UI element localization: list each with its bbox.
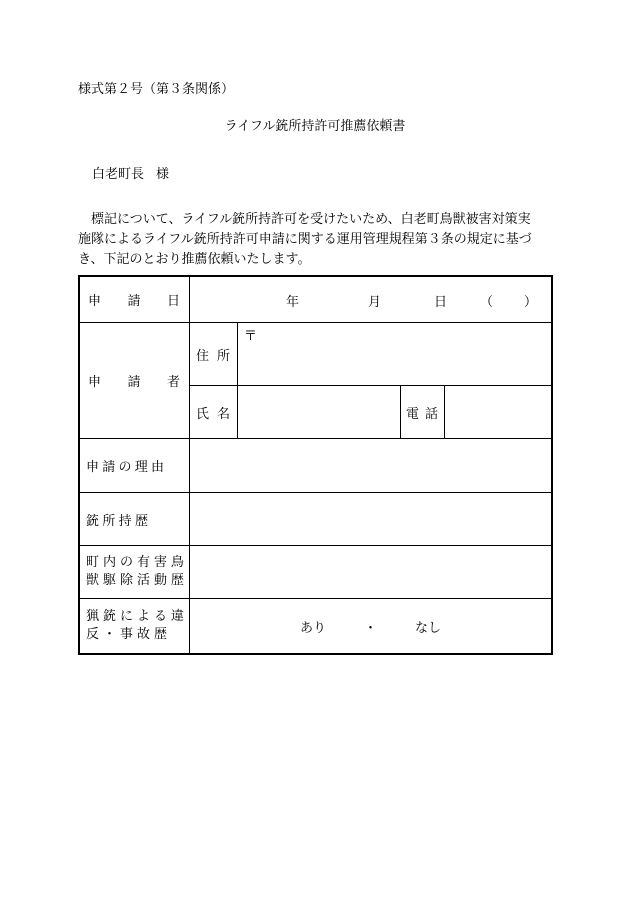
label-char: 歴 bbox=[170, 573, 184, 588]
label-char: 違 bbox=[170, 609, 184, 624]
label-char: 氏 bbox=[196, 406, 210, 422]
date-day: 日 bbox=[434, 295, 448, 310]
label-char: 持 bbox=[118, 513, 132, 529]
name-label bbox=[196, 386, 230, 438]
label-char: 銃 bbox=[102, 609, 116, 624]
body-line-1: 標記について、ライフル銃所持許可を受けたいため、白老町鳥獣被害対策実 bbox=[91, 212, 531, 227]
label-char: 獣 bbox=[86, 573, 100, 588]
label-char: 故 bbox=[136, 627, 150, 642]
label-char: 名 bbox=[216, 406, 230, 422]
request-body-text bbox=[78, 210, 564, 270]
option-no[interactable]: なし bbox=[415, 620, 442, 636]
gun-possession-history-field[interactable] bbox=[190, 493, 551, 545]
application-date-field[interactable] bbox=[190, 277, 551, 322]
addressee-honorific: 様 bbox=[156, 167, 170, 182]
label-char: 猟 bbox=[86, 609, 100, 624]
addressee bbox=[92, 163, 169, 182]
label-char: 駆 bbox=[102, 573, 116, 588]
reason-field[interactable] bbox=[190, 439, 551, 492]
column-divider bbox=[400, 385, 401, 438]
label-char: 請 bbox=[127, 375, 141, 390]
option-yes[interactable]: あり bbox=[299, 620, 326, 636]
label-char: 動 bbox=[153, 573, 167, 588]
application-form-table bbox=[78, 275, 553, 655]
label-char: 歴 bbox=[134, 513, 148, 529]
label-char: 理 bbox=[134, 460, 148, 475]
label-char: 鳥 bbox=[170, 555, 184, 570]
label-char: ・ bbox=[102, 627, 116, 642]
label-char: 害 bbox=[153, 555, 167, 570]
label-char: 歴 bbox=[153, 627, 167, 642]
reason-label bbox=[86, 439, 164, 492]
form-number: 様式第２号（第３条関係） bbox=[78, 82, 235, 97]
label-char: よ bbox=[136, 609, 150, 624]
phone-field[interactable] bbox=[445, 386, 551, 438]
date-year: 年 bbox=[286, 295, 300, 310]
application-date-label bbox=[88, 277, 180, 322]
label-char: 申 bbox=[88, 294, 102, 309]
label-char: る bbox=[153, 609, 167, 624]
address-field[interactable] bbox=[238, 323, 551, 385]
date-month: 月 bbox=[368, 295, 382, 310]
label-char: 申 bbox=[88, 375, 102, 390]
address-label bbox=[196, 323, 230, 385]
pest-control-activity-field[interactable] bbox=[190, 546, 551, 598]
label-char: 請 bbox=[102, 460, 116, 475]
name-field[interactable] bbox=[238, 386, 400, 438]
document-title: ライフル銃所持許可推薦依頼書 bbox=[224, 119, 406, 134]
addressee-name: 白老町長 bbox=[92, 167, 145, 182]
label-char: 銃 bbox=[86, 513, 100, 529]
gun-possession-history-label bbox=[86, 493, 148, 545]
label-char: 話 bbox=[424, 406, 438, 422]
body-line-3: き、下記のとおり推薦依頼いたします。 bbox=[78, 252, 311, 267]
label-char: 住 bbox=[196, 348, 210, 364]
date-weekday-open: （ bbox=[480, 295, 494, 310]
label-char: 有 bbox=[136, 555, 150, 570]
phone-label bbox=[406, 386, 438, 438]
pest-control-activity-label bbox=[86, 546, 184, 598]
label-char: 電 bbox=[406, 406, 420, 422]
violation-accident-history-label bbox=[86, 599, 184, 653]
label-char: 活 bbox=[136, 573, 150, 588]
applicant-label bbox=[88, 323, 180, 438]
label-char: 由 bbox=[150, 460, 164, 475]
label-char: 日 bbox=[166, 294, 180, 309]
label-char: 申 bbox=[86, 460, 100, 475]
label-char: 除 bbox=[119, 573, 133, 588]
postal-mark: 〒 bbox=[244, 329, 258, 344]
label-char: の bbox=[119, 555, 133, 570]
option-separator: ・ bbox=[363, 620, 377, 636]
label-char: 者 bbox=[166, 375, 180, 390]
label-char: 事 bbox=[119, 627, 133, 642]
label-char: 所 bbox=[216, 348, 230, 364]
body-line-2: 施隊によるライフル銃所持許可申請に関する運用管理規程第３条の規定に基づ bbox=[78, 232, 532, 247]
label-char: に bbox=[119, 609, 133, 624]
date-weekday-close: ） bbox=[524, 295, 538, 310]
violation-options bbox=[190, 599, 551, 653]
label-char: 請 bbox=[127, 294, 141, 309]
label-char: の bbox=[118, 460, 132, 475]
label-char: 反 bbox=[86, 627, 100, 642]
label-char: 内 bbox=[102, 555, 116, 570]
label-char: 町 bbox=[86, 555, 100, 570]
label-char: 所 bbox=[102, 513, 116, 529]
